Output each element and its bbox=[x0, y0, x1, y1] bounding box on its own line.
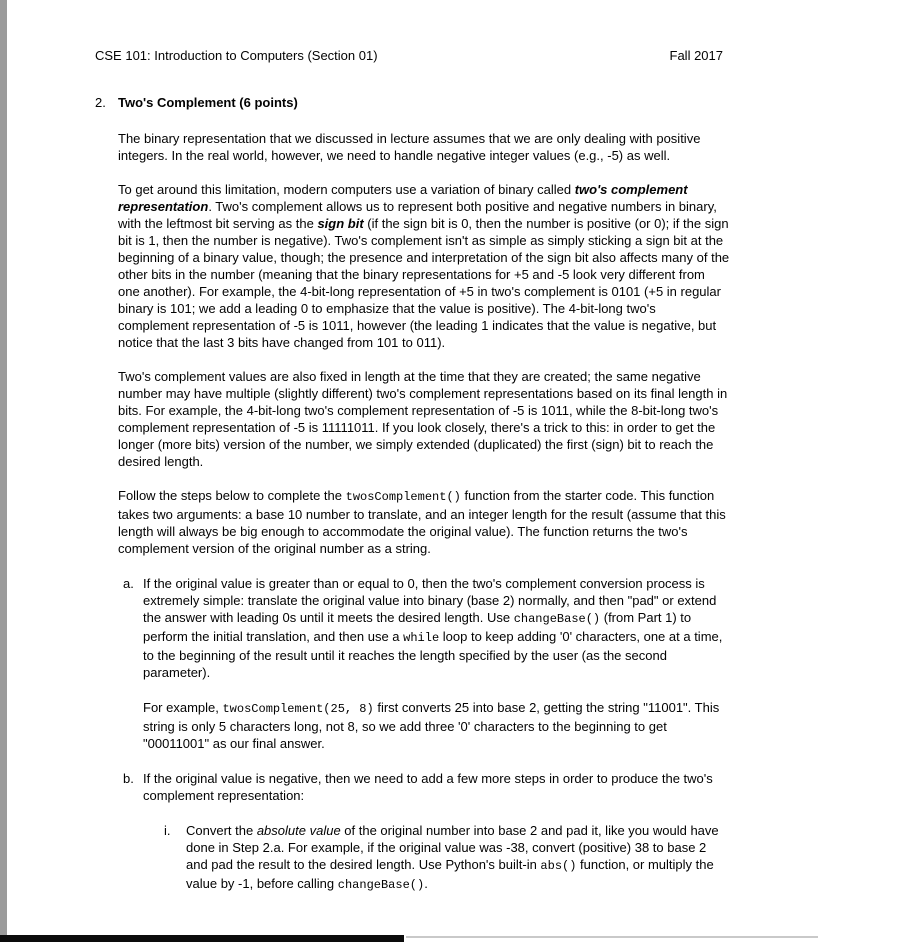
term-header: Fall 2017 bbox=[669, 48, 723, 63]
text-segment: (from Part 1) to perform the initial translation, and then use a bbox=[143, 610, 695, 644]
text-segment: Follow the steps below to complete the bbox=[118, 488, 346, 503]
list-marker-b: b. bbox=[123, 771, 134, 786]
paragraph-follow-steps bbox=[118, 487, 730, 557]
text-segment: Convert the bbox=[186, 823, 257, 838]
paragraph-binary-intro bbox=[118, 130, 730, 164]
problem-title: Two's Complement (6 points) bbox=[118, 95, 298, 110]
inline-code: twosComplement(25, 8) bbox=[222, 702, 374, 716]
problem-heading bbox=[95, 94, 730, 111]
text-segment: loop to keep adding '0' characters, one at a time, to the beginning of the result until it reaches the length specified by the user (as the second parameter). bbox=[143, 629, 726, 680]
text-segment: absolute value bbox=[256, 823, 341, 838]
text-segment: The binary representation that we discussed in lecture assumes that we are only dealing with positive integers. In the real world, however, we need to handle negative integer values (e.g., -5) as well. bbox=[118, 131, 705, 163]
text-segment: If the original value is greater than or equal to 0, then the two's complement conversion process is extremely simple: translate the original value into binary (base 2) normally, and then "pad" or extend the answer with leading 0s until it meets the desired length. Use bbox=[143, 576, 720, 625]
text-segment: function, or multiply the value by -1, before calling bbox=[186, 857, 718, 891]
text-segment: Two's complement values are also fixed in length at the time that they are created; the same negative number may have multiple (slightly different) two's complement representations based on its final length in bits. For example, the 4-bit-long two's complement representation of -5 is 1011, while the 8-bit-long two's complement representation of -5 is 11111011. If you look closely, there's a trick to this: in order to get the longer (more bits) version of the number, we simply extended (duplicated) the first (sign) bit to reach the desired length. bbox=[118, 369, 731, 469]
list-item-a-example bbox=[143, 699, 730, 752]
text-segment: of the original number into base 2 and pad it, like you would have done in Step 2.a. For example, if the original value was -38, convert (positive) 38 to base 2 and pad the result to the desired length. Use Python's built-in bbox=[186, 823, 723, 872]
course-header: CSE 101: Introduction to Computers (Section 01) bbox=[95, 48, 378, 63]
text-segment: function from the starter code. This function takes two arguments: a base 10 number to translate, and an integer length for the result (assume that this length will always be big enough to accommodate the original value). The function returns the two's complement version of the original number as a string. bbox=[118, 488, 730, 556]
list-item-a bbox=[123, 575, 730, 681]
page-bottom-shadow-line bbox=[406, 936, 818, 938]
problem-number: 2. bbox=[95, 95, 106, 110]
inline-code: changeBase() bbox=[337, 878, 425, 892]
text-segment: . bbox=[424, 876, 428, 891]
text-segment: . Two's complement allows us to represent both positive and negative numbers in binary, with the leftmost bit serving as the bbox=[118, 199, 721, 231]
list-item-b-i-text bbox=[186, 822, 730, 894]
window-left-edge bbox=[0, 0, 7, 942]
text-segment: For example, bbox=[143, 700, 223, 715]
next-page-top-edge bbox=[0, 935, 404, 942]
paragraph-fixed-length bbox=[118, 368, 730, 470]
inline-code: while bbox=[403, 631, 440, 645]
list-item-b-text bbox=[143, 770, 730, 804]
inline-code: abs() bbox=[540, 859, 577, 873]
list-marker-a: a. bbox=[123, 576, 134, 591]
text-segment: (if the sign bit is 0, then the number is positive (or 0); if the sign bit is 1, then the number is negative). Two's complement isn't as simple as simply sticking a sign bit at the beginning of a binary value, though; the presence and interpretation of the sign bit also affects many of the other bits in the number (meaning that the binary representations for +5 and -5 look very different from one another). For example, the 4-bit-long representation of +5 in two's complement is 0101 (+5 in regular binary is 101; we add a leading 0 to emphasize that the value is positive). The 4-bit-long two's complement representation of -5 is 1011, however (the leading 1 indicates that the value is negative, but notice that the last 3 bits have changed from 101 to 011). bbox=[118, 216, 733, 350]
text-segment: sign bit bbox=[317, 216, 364, 231]
inline-code: changeBase() bbox=[513, 612, 601, 626]
text-segment: first converts 25 into base 2, getting the string "11001". This string is only 5 characters long, not 8, so we add three '0' characters to the beginning to get "00011001" as our final answer. bbox=[143, 700, 723, 751]
document-header bbox=[95, 47, 723, 64]
list-marker-b-i: i. bbox=[164, 823, 171, 838]
inline-code: twosComplement() bbox=[345, 490, 461, 504]
text-segment: To get around this limitation, modern computers use a variation of binary called bbox=[118, 182, 575, 197]
text-segment: two's complement representation bbox=[118, 182, 692, 214]
assignment-document bbox=[95, 0, 733, 894]
text-segment: If the original value is negative, then we need to add a few more steps in order to produce the two's complement representation: bbox=[143, 771, 717, 803]
list-item-b bbox=[123, 770, 730, 804]
paragraph-twos-complement bbox=[118, 181, 733, 351]
list-item-a-text bbox=[143, 575, 730, 681]
list-item-b-i bbox=[164, 822, 730, 894]
